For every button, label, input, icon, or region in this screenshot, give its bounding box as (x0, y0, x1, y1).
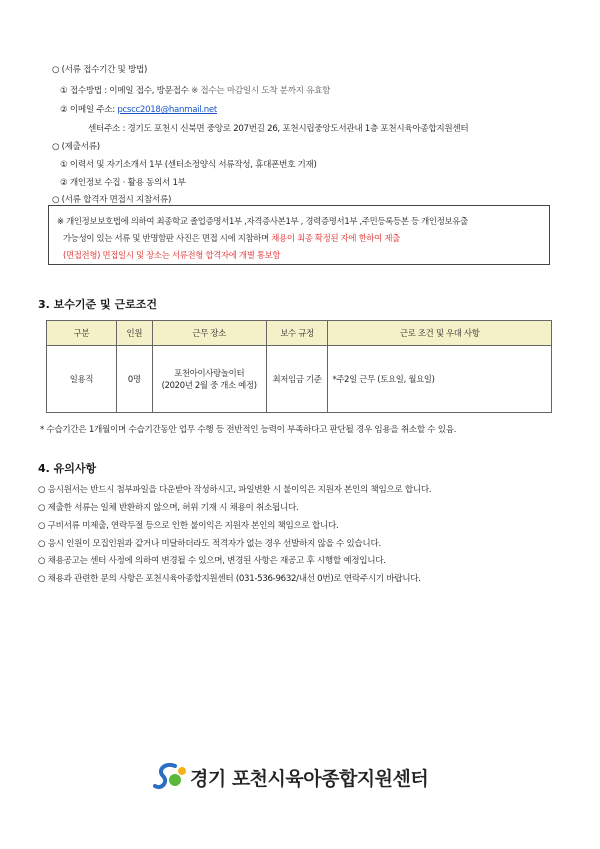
apply-deadline-note: ※ 접수는 마감일시 도착 분까지 유효함 (191, 86, 331, 96)
interview-documents-heading: ○ (서류 합격자 면접시 지참서류) (52, 195, 172, 205)
cell-place-note: (2020년 2월 중 개소 예정) (161, 380, 257, 390)
notes-section-title: 4. 유의사항 (38, 462, 97, 475)
apply-method-text: ① 접수방법 : 이메일 접수, 방문접수 (60, 86, 189, 96)
pay-conditions-table (46, 320, 552, 413)
note-item: ○ 채용공고는 센터 사정에 의하여 변경될 수 있으며, 변경된 사항은 재공고 후 시행할 예정입니다. (38, 556, 386, 566)
table-row (47, 346, 552, 413)
email-label: ② 이메일 주소: (60, 105, 118, 115)
note-item: ○ 응시 인원이 모집인원과 같거나 미달하더라도 적격자가 없는 경우 선발하지 않을 수 있습니다. (38, 539, 381, 549)
note-item: ○ 응시원서는 반드시 첨부파일을 다운받아 작성하시고, 파일변환 시 불이익은 지원자 본인의 책임으로 합니다. (38, 485, 432, 495)
cell-conditions: *주2일 근무 (토요일, 월요일) (328, 346, 552, 413)
col-header-place: 근무 장소 (152, 321, 266, 346)
note-item: ○ 제출한 서류는 일체 반환하지 않으며, 허위 기재 시 채용이 취소됩니다. (38, 503, 299, 513)
col-header-count: 인원 (116, 321, 152, 346)
cell-pay: 최저임금 기준 (266, 346, 328, 413)
table-header-row (47, 321, 552, 346)
documents-heading: ○ (제출서류) (52, 142, 100, 152)
cell-count: 0명 (116, 346, 152, 413)
center-address: 센터주소 : 경기도 포천시 신북면 중앙로 207번길 26, 포천시립중앙도서관내 1층 포천시육아종합지원센터 (88, 124, 469, 134)
apply-method-heading: ○ (서류 접수기간 및 방법) (52, 65, 148, 75)
pay-section-title: 3. 보수기준 및 근로조건 (38, 298, 157, 311)
probation-footnote: * 수습기간은 1개월이며 수습기간동안 업무 수행 등 전반적인 능력이 부족하다고 판단될 경우 임용을 취소할 수 있음. (40, 425, 457, 435)
note-item: ○ 채용과 관련한 문의 사항은 포천시육아종합지원센터 (031-536-9632/내선 0번)로 연락주시기 바랍니다. (38, 574, 421, 584)
document-item-resume: ① 이력서 및 자기소개서 1부 (센터소정양식 서류작성, 휴대폰번호 기재) (60, 160, 317, 170)
cell-type: 일용직 (47, 346, 117, 413)
col-header-type: 구분 (47, 321, 117, 346)
email-link[interactable]: pcscc2018@hanmail.net (117, 105, 217, 115)
notice-line-2-highlight: 채용이 최종 확정된 자에 한하여 제출 (271, 233, 400, 243)
email-line (60, 104, 217, 116)
notice-line-3: (면접전형) 면접일시 및 장소는 서류전형 합격자에 개별 통보함 (63, 250, 281, 260)
apply-method-line (60, 85, 330, 97)
cell-place-name: 포천아이사랑놀이터 (174, 368, 245, 378)
col-header-pay: 보수 규정 (266, 321, 328, 346)
col-header-conditions: 근로 조건 및 우대 사항 (328, 321, 552, 346)
privacy-notice-box (48, 205, 550, 265)
cell-place (152, 346, 266, 413)
notice-line-2-text: 가능성이 있는 서류 및 반명함판 사진은 면접 시에 지참하며 (63, 233, 272, 243)
note-item: ○ 구비서류 미제출, 연락두절 등으로 인한 불이익은 지원자 본인의 책임으로 합니다. (38, 521, 339, 531)
notice-line-1: ※ 개인정보보호법에 의하여 최종학교 졸업증명서1부 ,자격증사본1부 , 경력증명서1부 ,주민등록등본 등 개인정보유출 (57, 216, 468, 226)
center-logo-icon (153, 760, 187, 794)
notice-line-2 (63, 232, 400, 244)
center-name: 경기 포천시육아종합지원센터 (190, 768, 429, 790)
document-item-consent: ② 개인정보 수집 · 활용 동의서 1부 (60, 178, 186, 188)
